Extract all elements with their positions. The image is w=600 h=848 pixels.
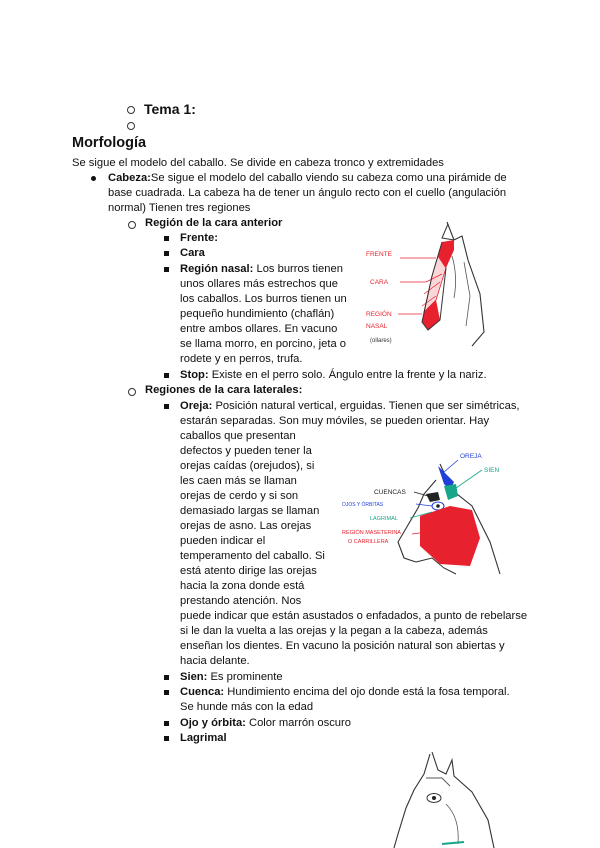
nasal-line: se llama morro, en porcino, jeta o — [180, 338, 347, 350]
oreja-line: Posición natural vertical, erguidas. Tienen que ser simétricas, — [212, 400, 520, 412]
fig1-region-label: REGIÓN — [366, 311, 392, 318]
fig2-carrillera-label: O CARRILLERA — [348, 539, 389, 545]
cuenca-line1: Hundimiento encima del ojo donde está la fosa temporal. — [224, 686, 510, 698]
fig2-lagrimal-label: LAGRIMAL — [370, 516, 398, 522]
nasal-line: pequeño hundimiento (chaflán) — [180, 308, 335, 320]
lagrimal-label: Lagrimal — [180, 732, 227, 744]
bullet-circle — [128, 221, 136, 229]
oreja-line: estarán separadas. Son muy móviles, se pueden orientar. Hay — [180, 415, 490, 427]
oreja-line: si le dan la vuelta a las orejas y la pegan a la cabeza, además — [180, 625, 488, 637]
stop-label: Stop: — [180, 369, 209, 381]
lagrimal-mark — [442, 842, 464, 844]
cheek-line — [452, 256, 456, 298]
oreja-line: caballos que presentan — [180, 430, 296, 442]
oreja-line: está atento dirige las orejas — [180, 565, 317, 577]
nasal-line: rodete y en perros, trufa. — [180, 353, 303, 365]
fig1-nasal-label: NASAL — [366, 323, 388, 330]
cabeza-label: Cabeza: — [108, 172, 151, 184]
cabeza-paragraph — [108, 171, 507, 186]
nasal-line: entre ambos ollares. En vacuno — [180, 323, 338, 335]
ojo-label: Ojo y órbita: — [180, 717, 246, 729]
cheek-line — [446, 804, 458, 844]
nasal-label: Región nasal: — [180, 263, 254, 275]
stop-paragraph — [180, 368, 487, 383]
bullet-circle — [127, 106, 135, 114]
bullet-circle-empty — [127, 122, 135, 130]
ear-outline — [442, 224, 454, 240]
pupil — [432, 796, 436, 800]
anterior-title: Región de la cara anterior — [145, 217, 283, 229]
page-title: Morfología — [72, 135, 147, 151]
oreja-line: defectos y pueden tener la — [180, 445, 312, 457]
bullet-square — [164, 690, 169, 695]
bullet-square — [164, 721, 169, 726]
cabeza-line1: Se sigue el modelo del caballo viendo su cabeza como una pirámide de — [150, 172, 507, 184]
heading-tema: Tema 1: — [144, 101, 196, 117]
oreja-pointer — [444, 460, 458, 472]
cuenca-paragraph — [180, 685, 510, 700]
oreja-line: demasiado largas se llaman — [180, 505, 320, 517]
oreja-line: enseñan los dientes. En vacuno la posición natural son abiertas y — [180, 640, 505, 652]
fig1-ollares-label: (ollares) — [370, 338, 392, 344]
oreja-line: puede indicar que están asustados o enfadados, a punto de rebelarse — [180, 610, 528, 622]
fig1-frente-label: FRENTE — [366, 251, 392, 258]
fig2-oreja-label: OREJA — [460, 453, 482, 460]
fig2-maseterina-label: REGIÓN MASETERINA — [342, 530, 401, 536]
oreja-line: hacia la zona donde está — [180, 580, 305, 592]
mane-line — [464, 262, 470, 326]
profile-outline — [394, 754, 430, 848]
fig2-sien-label: SIEN — [484, 467, 500, 474]
oreja-line: pueden indicar el — [180, 535, 266, 547]
oreja-line: orejas de cerdo y si son — [180, 490, 299, 502]
nasal-line: Los burros tienen — [253, 263, 343, 275]
oreja-line: orejas de asno. Las orejas — [180, 520, 312, 532]
cara-label: Cara — [180, 247, 205, 259]
bullet-square — [164, 236, 169, 241]
bullet-disc — [91, 176, 96, 181]
oreja-line: les caen más se llaman — [180, 475, 297, 487]
nasal-line: unos ollares más estrechos que — [180, 278, 338, 290]
fig2-cuencas-label: CUENCAS — [374, 489, 406, 496]
bullet-circle — [128, 388, 136, 396]
pupil — [436, 504, 440, 508]
sien-paragraph — [180, 670, 283, 685]
oreja-line: orejas caídas (orejudos), si — [180, 460, 315, 472]
bullet-square — [164, 404, 169, 409]
cabeza-line2: base cuadrada. La cabeza ha de tener un ángulo recto con el cuello (angulación — [108, 187, 507, 199]
nasal-paragraph — [180, 262, 343, 277]
oreja-line: temperamento del caballo. Si — [180, 550, 325, 562]
stop-text: Existe en el perro solo. Ángulo entre la frente y la nariz. — [208, 369, 487, 381]
brow-line — [426, 778, 450, 786]
maseterina-region — [420, 506, 480, 566]
bullet-square — [164, 267, 169, 272]
oreja-line: hacia delante. — [180, 655, 250, 667]
ojo-paragraph — [180, 716, 351, 731]
horse-head-front-figure — [362, 216, 490, 352]
bullet-square — [164, 736, 169, 741]
frente-label: Frente: — [180, 232, 218, 244]
oreja-label: Oreja: — [180, 400, 213, 412]
bullet-square — [164, 675, 169, 680]
oreja-line: prestando atención. Nos — [180, 595, 302, 607]
cuenca-line2: Se hunde más con la edad — [180, 701, 314, 713]
sien-region — [444, 484, 458, 500]
sien-text: Es prominente — [207, 671, 283, 683]
ojo-text: Color marrón oscuro — [245, 717, 351, 729]
fig2-ojo-label: OJOS Y ÓRBITAS — [342, 502, 384, 508]
cabeza-line3: normal) Tienen tres regiones — [108, 202, 251, 214]
cuenca-label: Cuenca: — [180, 686, 225, 698]
sien-label: Sien: — [180, 671, 208, 683]
bullet-square — [164, 251, 169, 256]
intro-text: Se sigue el modelo del caballo. Se divide en cabeza tronco y extremidades — [72, 157, 444, 169]
horse-head-side-figure — [340, 446, 522, 580]
fig1-cara-label: CARA — [370, 279, 389, 286]
nasal-line: los caballos. Los burros tienen un — [180, 293, 347, 305]
oreja-paragraph — [180, 399, 520, 414]
laterales-title: Regiones de la cara laterales: — [145, 384, 303, 396]
bullet-square — [164, 373, 169, 378]
head-outline — [432, 752, 494, 848]
horse-head-lagrimal-figure — [380, 748, 500, 848]
cuenca-region — [426, 492, 440, 502]
sien-pointer — [456, 470, 482, 488]
